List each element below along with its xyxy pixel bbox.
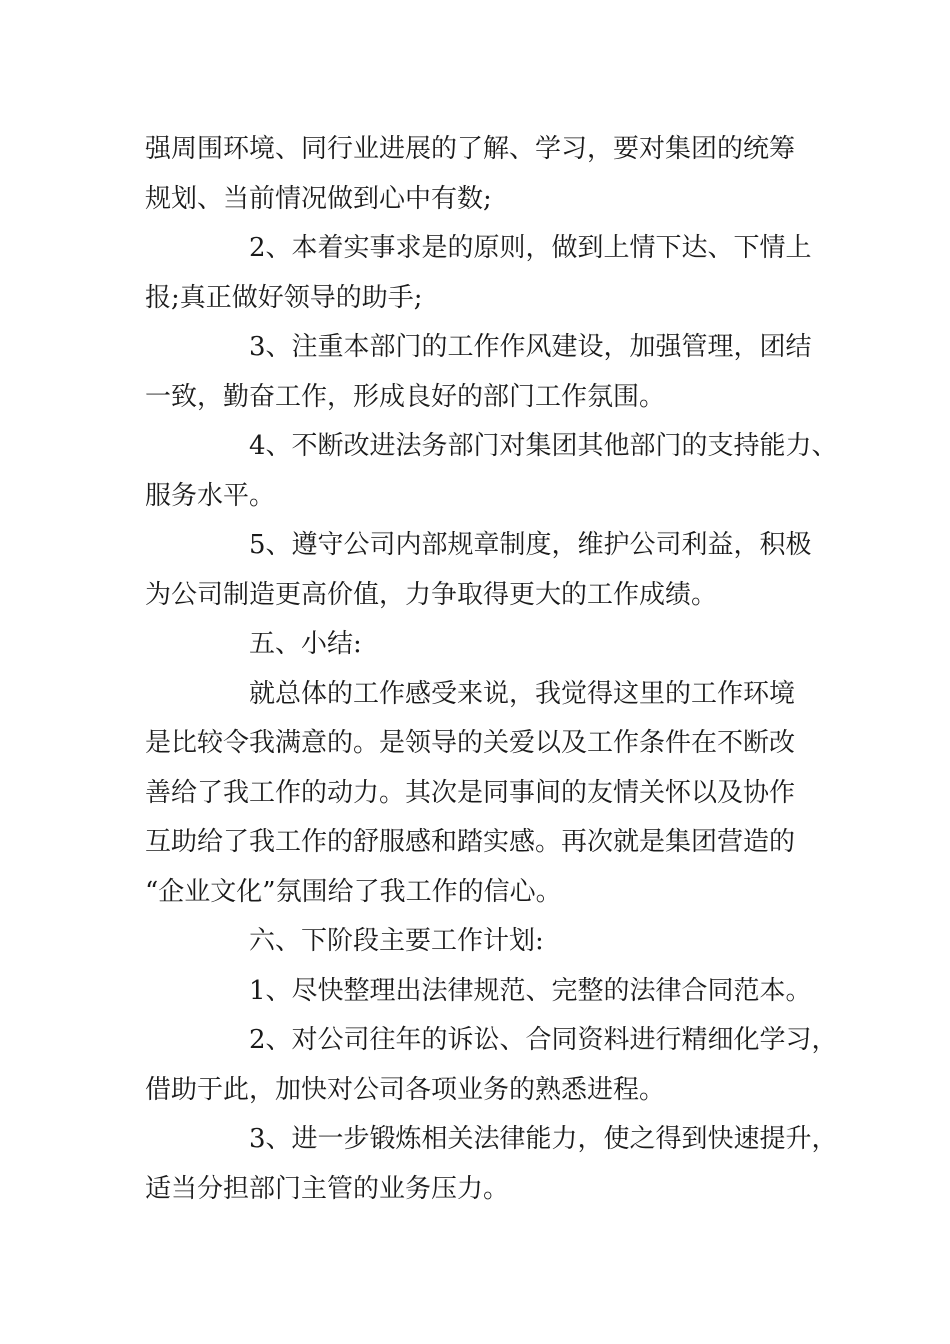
- text-line: 为公司制造更高价值，力争取得更大的工作成绩。: [145, 579, 718, 610]
- text-line: 善给了我工作的动力。其次是同事间的友情关怀以及协作: [145, 777, 796, 808]
- text-line: 服务水平。: [145, 480, 276, 511]
- text-line: 借助于此，加快对公司各项业务的熟悉进程。: [145, 1074, 666, 1105]
- section-heading: 五、小结:: [249, 629, 362, 659]
- text-line: 2、本着实事求是的原则，做到上情下达、下情上: [249, 233, 812, 263]
- text-line: 4、不断改进法务部门对集团其他部门的支持能力、: [249, 431, 838, 461]
- text-line: 规划、当前情况做到心中有数;: [145, 183, 492, 214]
- text-line: 1、尽快整理出法律规范、完整的法律合同范本。: [249, 975, 812, 1006]
- text-line: 3、进一步锻炼相关法律能力，使之得到快速提升，: [249, 1124, 838, 1154]
- text-line: 3、注重本部门的工作作风建设，加强管理，团结: [249, 332, 812, 362]
- text-line: 是比较令我满意的。是领导的关爱以及工作条件在不断改: [145, 728, 796, 758]
- text-line: 报;真正做好领导的助手;: [145, 282, 423, 313]
- text-line: 适当分担部门主管的业务压力。: [145, 1173, 510, 1204]
- text-line: 强周围环境、同行业进展的了解、学习，要对集团的统筹: [145, 134, 796, 164]
- text-line: 互助给了我工作的舒服感和踏实感。再次就是集团营造的: [145, 827, 796, 857]
- document-body: [145, 125, 838, 1214]
- text-line: 就总体的工作感受来说，我觉得这里的工作环境: [249, 678, 796, 709]
- section-heading: 六、下阶段主要工作计划:: [249, 926, 544, 956]
- text-line: 2、对公司往年的诉讼、合同资料进行精细化学习，: [249, 1025, 838, 1055]
- text-line: 5、遵守公司内部规章制度，维护公司利益，积极: [249, 530, 812, 560]
- text-line: 一致，勤奋工作，形成良好的部门工作氛围。: [145, 381, 666, 412]
- text-line: “企业文化”氛围给了我工作的信心。: [145, 876, 562, 907]
